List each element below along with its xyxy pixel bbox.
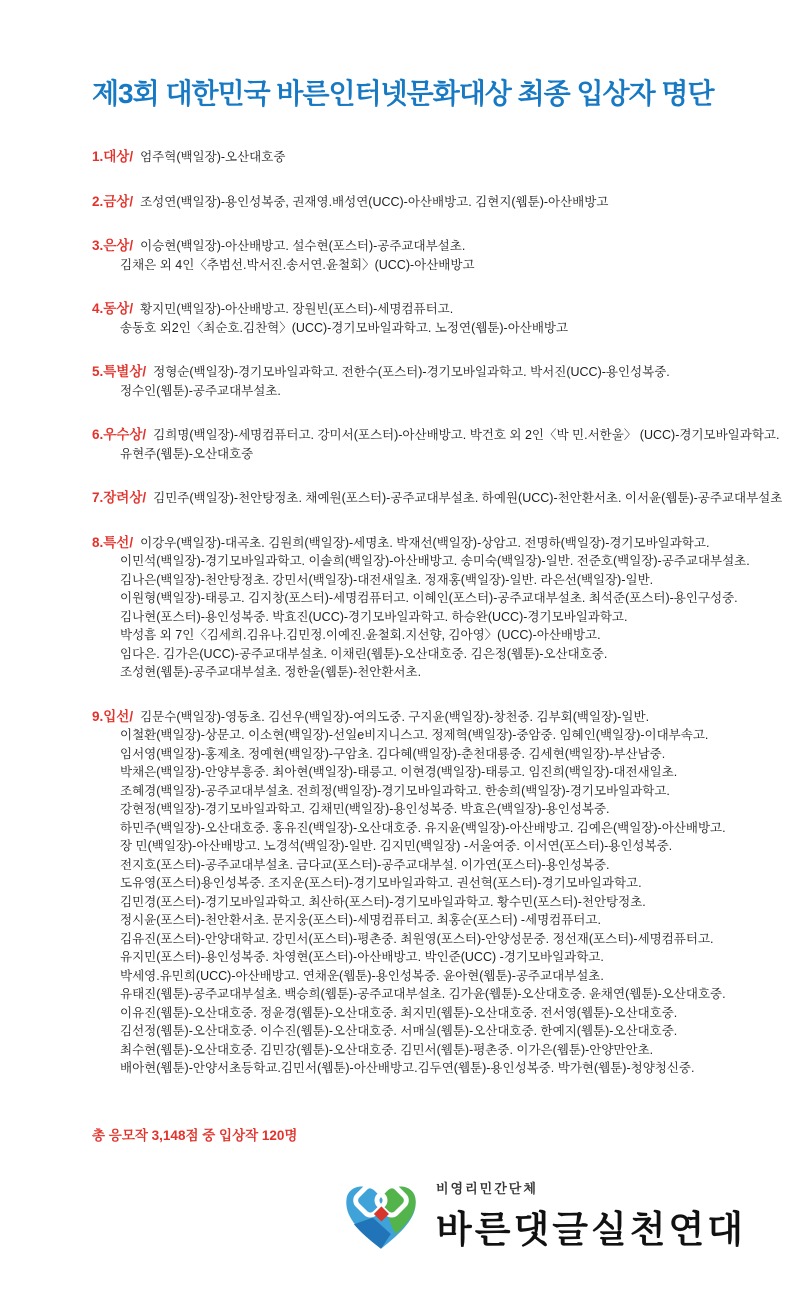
- award-line: [92, 571, 770, 590]
- award-winners-text: 황지민(백일장)-아산배방고. 장원빈(포스터)-세명컴퓨터고.: [140, 302, 454, 316]
- award-line: [92, 985, 770, 1004]
- award-rank-label: 8.특선/: [92, 534, 134, 550]
- award-line: [92, 193, 770, 212]
- award-rank-label: 6.우수상/: [92, 427, 147, 442]
- award-line: [92, 552, 770, 571]
- award-line: [92, 256, 770, 275]
- award-line: [92, 1041, 770, 1060]
- award-winners-text: 이민석(백일장)-경기모바일과학고. 이솔희(백일장)-아산배방고. 송미숙(백일장)-일반. 전준호(백일장)-공주교대부설초.: [120, 554, 750, 568]
- award-winners-text: 김나은(백일장)-천안탕정초. 강민서(백일장)-대전새일초. 정재홍(백일장)-일반. 라은선(백일장)-일반.: [120, 572, 654, 587]
- org-logo: [340, 1174, 770, 1258]
- award-line: [92, 237, 770, 256]
- award-rank-label: 1.대상/: [92, 149, 134, 164]
- award-winners-text: 송동호 외2인〈최순호.김찬혁〉(UCC)-경기모바일과학고. 노정연(웹툰)-아산배방고: [120, 320, 569, 335]
- award-line: [92, 745, 770, 764]
- award-line: [92, 837, 770, 856]
- award-winners-text: 김민주(백일장)-천안탕정초. 채예원(포스터)-공주교대부설초. 하예원(UCC)-천안환서초. 이서윤(웹툰)-공주교대부설초: [153, 491, 783, 505]
- award-rank-label: 9.입선/: [92, 708, 134, 724]
- award-line: [92, 1004, 770, 1023]
- award-winners-text: 김나현(포스터)-용인성복중. 박효진(UCC)-경기모바일과학고. 하승완(UCC)-경기모바일과학고.: [120, 609, 628, 624]
- award-section-1: [92, 148, 770, 167]
- award-section-6: [92, 426, 780, 463]
- award-winners-text: 하민주(백일장)-오산대호중. 홍유진(백일장)-오산대호중. 유지윤(백일장)-아산배방고. 김예은(백일장)-아산배방고.: [120, 820, 726, 835]
- award-line: [92, 726, 770, 745]
- award-line: [92, 856, 770, 875]
- award-line: [92, 948, 770, 967]
- award-winners-text: 이강우(백일장)-대곡초. 김원희(백일장)-세명초. 박재선(백일장)-상암고. 전명하(백일장)-경기모바일과학고.: [140, 535, 710, 550]
- award-line: [92, 589, 770, 608]
- award-section-4: [92, 300, 770, 337]
- award-line: [92, 893, 770, 912]
- award-line: [92, 319, 770, 338]
- award-winners-text: 도유영(포스터)용인성복중. 조지운(포스터)-경기모바일과학고. 권선혁(포스터)-경기모바일과학고.: [120, 876, 642, 890]
- award-winners-text: 박채은(백일장)-안양부흥중. 최아현(백일장)-태릉고. 이현경(백일장)-태릉고. 임진희(백일장)-대전새일초.: [120, 765, 678, 779]
- award-winners-text: 엄주혁(백일장)-오산대호중: [140, 150, 286, 164]
- award-section-8: [92, 534, 770, 682]
- award-winners-text: 김유진(포스터)-안양대학교. 강민서(포스터)-평촌중. 최원영(포스터)-안양성문중. 정선재(포스터)-세명컴퓨터고.: [120, 931, 714, 946]
- award-section-3: [92, 237, 770, 274]
- award-line: [92, 663, 770, 682]
- award-rank-label: 3.은상/: [92, 238, 134, 253]
- award-winners-text: 임다은. 김가은(UCC)-공주교대부설초. 이채린(웹툰)-오산대호중. 김은정(웹툰)-오산대호중.: [120, 646, 608, 661]
- award-section-9: [92, 708, 770, 1078]
- award-line: [92, 645, 770, 664]
- award-line: [92, 911, 770, 930]
- award-line: [92, 967, 770, 986]
- org-logo-text: [436, 1178, 746, 1253]
- award-rank-label: 7.장려상/: [92, 490, 147, 505]
- award-winners-text: 이원형(백일장)-태릉고. 김지창(포스터)-세명컴퓨터고. 이혜인(포스터)-공주교대부설초. 최석준(포스터)-용인구성중.: [120, 591, 738, 605]
- award-rank-label: 2.금상/: [92, 193, 134, 209]
- award-winners-text: 임서영(백일장)-홍제초. 정예현(백일장)-구암초. 김다혜(백일장)-춘천대룡중. 김세현(백일장)-부산남중.: [120, 746, 666, 761]
- award-section-5: [92, 363, 770, 400]
- award-line: [92, 426, 780, 445]
- award-winners-text: 조혜경(백일장)-공주교대부설초. 전희정(백일장)-경기모바일과학고. 한송희(백일장)-경기모바일과학고.: [120, 783, 670, 798]
- award-winners-text: 김민경(포스터)-경기모바일과학고. 최산하(포스터)-경기모바일과학고. 황수민(포스터)-천안탕정초.: [120, 894, 646, 909]
- org-type-label: 비영리민간단체: [436, 1181, 538, 1196]
- award-line: [92, 363, 770, 382]
- award-line: [92, 1022, 770, 1041]
- award-winners-text: 강현정(백일장)-경기모바일과학고. 김채민(백일장)-용인성복중. 박효은(백일장)-용인성복중.: [120, 802, 610, 816]
- award-winners-text: 이철환(백일장)-상문고. 이소현(백일장)-선일e비지니스고. 정제혁(백일장)-중암중. 임혜인(백일장)-이대부속고.: [120, 728, 709, 742]
- award-winners-text: 전지호(포스터)-공주교대부설초. 금다교(포스터)-공주교대부설. 이가연(포스터)-용인성복중.: [120, 857, 610, 872]
- award-sections: [92, 148, 783, 1078]
- award-line: [92, 930, 770, 949]
- award-line: [92, 382, 770, 401]
- award-rank-label: 4.동상/: [92, 301, 134, 316]
- award-line: [92, 534, 770, 553]
- award-winners-text: 김선정(웹툰)-오산대호중. 이수진(웹툰)-오산대호중. 서매실(웹툰)-오산대호중. 한예지(웹툰)-오산대호중.: [120, 1024, 678, 1038]
- award-winners-text: 최수현(웹툰)-오산대호중. 김민강(웹툰)-오산대호중. 김민서(웹툰)-평촌중. 이가은(웹툰)-안양만안초.: [120, 1042, 654, 1057]
- award-line: [92, 819, 770, 838]
- award-winners-text: 정수인(웹툰)-공주교대부설초.: [120, 383, 281, 398]
- org-name-label: 바른댓글실천연대: [436, 1209, 746, 1250]
- award-winners-text: 김문수(백일장)-영동초. 김선우(백일장)-여의도중. 구지윤(백일장)-창천중. 김부회(백일장)-일반.: [140, 709, 650, 724]
- award-line: [92, 782, 770, 801]
- award-winners-text: 배아현(웹툰)-안양서초등학교.김민서(웹툰)-아산배방고.김두연(웹툰)-용인성복중. 박가현(웹툰)-청양청신중.: [120, 1061, 695, 1075]
- award-line: [92, 300, 770, 319]
- award-line: [92, 874, 770, 893]
- award-line: [92, 708, 770, 727]
- award-winners-text: 이유진(웹툰)-오산대호중. 정윤경(웹툰)-오산대호중. 최지민(웹툰)-오산대호중. 전서영(웹툰)-오산대호중.: [120, 1005, 678, 1020]
- award-line: [92, 763, 770, 782]
- award-line: [92, 445, 770, 464]
- award-winners-text: 유현주(웹툰)-오산대호중: [120, 446, 254, 461]
- total-summary: 총 응모작 3,148점 중 입상작 120명: [92, 1127, 298, 1143]
- heart-logo-icon: [340, 1174, 422, 1258]
- award-line: [92, 489, 783, 508]
- award-line: [92, 626, 770, 645]
- award-winners-text: 김채은 외 4인〈추범선.박서진.송서연.윤철회〉(UCC)-아산배방고: [120, 257, 475, 272]
- award-winners-text: 유지민(포스터)-용인성복중. 차영현(포스터)-아산배방고. 박인준(UCC) -경기모바일과학고.: [120, 950, 604, 964]
- award-winners-text: 이승현(백일장)-아산배방고. 설수현(포스터)-공주교대부설초.: [140, 239, 466, 253]
- award-line: [92, 608, 770, 627]
- award-winners-text: 정형순(백일장)-경기모바일과학고. 전한수(포스터)-경기모바일과학고. 박서진(UCC)-용인성복중.: [153, 365, 670, 379]
- page-title: 제3회 대한민국 바른인터넷문화대상 최종 입상자 명단: [92, 78, 714, 109]
- award-winners-text: 박성흠 외 7인〈김세희.김유나.김민정.이예진.윤철회.지선향, 김아영〉(UCC)-아산배방고.: [120, 628, 601, 642]
- award-section-7: [92, 489, 783, 508]
- award-section-2: [92, 193, 770, 212]
- award-winners-text: 박세영.유민희(UCC)-아산배방고. 연채운(웹툰)-용인성복중. 윤아현(웹툰)-공주교대부설초.: [120, 968, 604, 983]
- award-winners-text: 조성현(웹툰)-공주교대부설초. 정한울(웹툰)-천안환서초.: [120, 665, 422, 679]
- award-winners-text: 정시윤(포스터)-천안환서초. 문지웅(포스터)-세명컴퓨터고. 최홍순(포스터) -세명컴퓨터고.: [120, 913, 601, 927]
- award-line: [92, 800, 770, 819]
- award-winners-text: 유태진(웹툰)-공주교대부설초. 백승희(웹툰)-공주교대부설초. 김가윤(웹툰)-오산대호중. 윤채연(웹툰)-오산대호중.: [120, 987, 726, 1001]
- award-winners-text: 조성연(백일장)-용인성복중, 권재영.배성연(UCC)-아산배방고. 김현지(웹툰)-아산배방고: [140, 194, 609, 209]
- award-line: [92, 148, 770, 167]
- award-rank-label: 5.특별상/: [92, 364, 147, 379]
- award-winners-text: 김희명(백일장)-세명컴퓨터고. 강미서(포스터)-아산배방고. 박건호 외 2인〈박 민.서한울〉 (UCC)-경기모바일과학고.: [153, 428, 780, 442]
- award-winners-text: 장 민(백일장)-아산배방고. 노경석(백일장)-일반. 김지민(백일장) -서울여중. 이서연(포스터)-용인성복중.: [120, 839, 673, 853]
- award-line: [92, 1059, 770, 1078]
